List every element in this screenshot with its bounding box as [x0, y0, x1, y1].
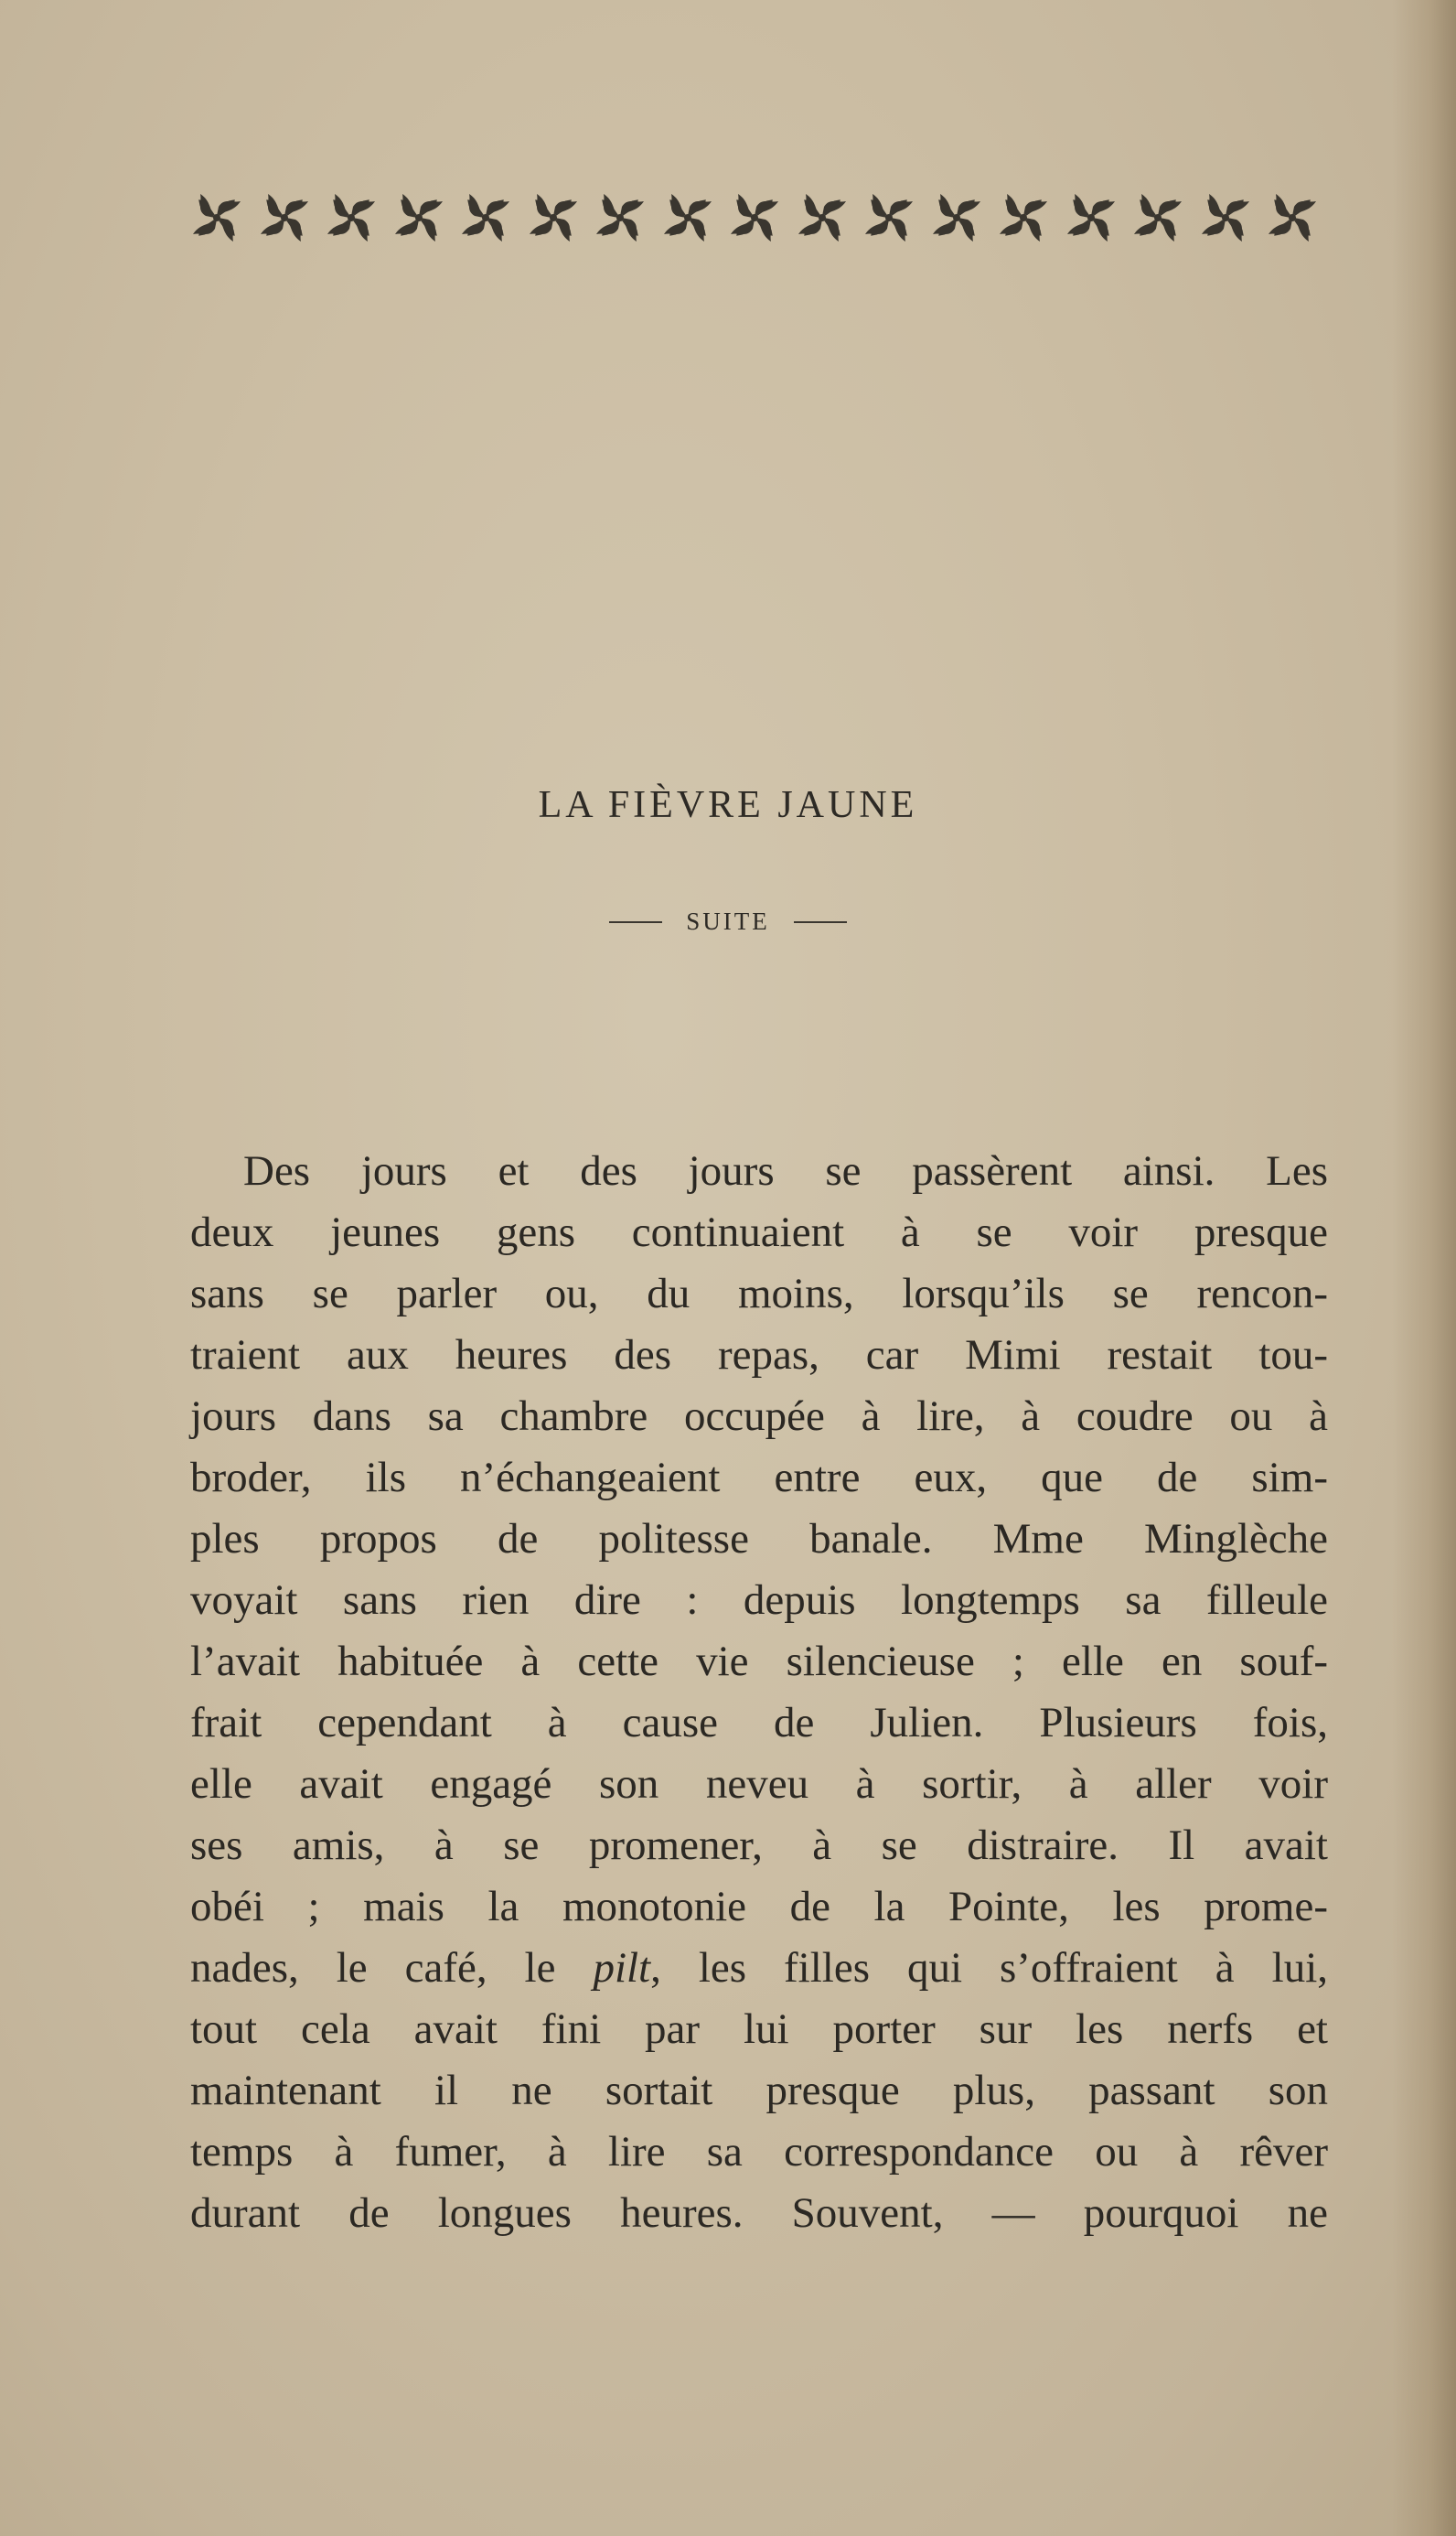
star-flower-ornament-icon: [1129, 188, 1187, 247]
star-flower-ornament-icon: [591, 188, 649, 247]
em-dash-right: [794, 921, 847, 923]
text-line: maintenant il ne sortait presque plus, passant son: [190, 2067, 1328, 2114]
text-line: broder, ils n’échangeaient entre eux, que de sim-: [190, 1454, 1328, 1501]
text-line: voyait sans rien dire : depuis longtemps sa filleule: [190, 1576, 1328, 1624]
text-line: frait cependant à cause de Julien. Plusieurs fois,: [190, 1699, 1328, 1746]
ornament-band: [187, 181, 1322, 254]
text-line: tout cela avait fini par lui porter sur les nerfs et: [190, 2005, 1328, 2053]
chapter-subtitle: SUITE: [686, 908, 770, 935]
star-flower-ornament-icon: [1062, 188, 1120, 247]
star-flower-ornament-icon: [658, 188, 717, 247]
star-flower-ornament-icon: [1263, 188, 1322, 247]
italic-word: pilt: [593, 1944, 651, 1992]
star-flower-ornament-icon: [1196, 188, 1255, 247]
star-flower-ornament-icon: [390, 188, 448, 247]
em-dash-left: [609, 921, 662, 923]
star-flower-ornament-icon: [793, 188, 851, 247]
body-text: [190, 1141, 1328, 2244]
text-line: obéi ; mais la monotonie de la Pointe, les prome-: [190, 1883, 1328, 1930]
star-flower-ornament-icon: [322, 188, 380, 247]
star-flower-ornament-icon: [994, 188, 1053, 247]
text-line: sans se parler ou, du moins, lorsqu’ils se rencon-: [190, 1270, 1328, 1317]
text-line: ples propos de politesse banale. Mme Minglèche: [190, 1515, 1328, 1563]
star-flower-ornament-icon: [860, 188, 918, 247]
star-flower-ornament-icon: [255, 188, 314, 247]
chapter-title: LA FIÈVRE JAUNE: [538, 784, 918, 826]
text-line: deux jeunes gens continuaient à se voir presque: [190, 1209, 1328, 1256]
page-edge-shadow: [1392, 0, 1456, 2536]
text-line: l’avait habituée à cette vie silencieuse ; elle en souf-: [190, 1638, 1328, 1685]
text-line: jours dans sa chambre occupée à lire, à coudre ou à: [190, 1392, 1328, 1440]
text-line: ses amis, à se promener, à se distraire. Il avait: [190, 1821, 1328, 1869]
text-line: durant de longues heures. Souvent, — pourquoi ne: [190, 2189, 1328, 2237]
star-flower-ornament-icon: [456, 188, 515, 247]
star-flower-ornament-icon: [927, 188, 986, 247]
star-flower-ornament-icon: [524, 188, 583, 247]
star-flower-ornament-icon: [187, 188, 246, 247]
text-line: elle avait engagé son neveu à sortir, à aller voir: [190, 1760, 1328, 1808]
text-line: nades, le café, le pilt, les filles qui s’offraient à lui,: [190, 1944, 1328, 1992]
text-line: temps à fumer, à lire sa correspondance ou à rêver: [190, 2128, 1328, 2176]
text-line: traient aux heures des repas, car Mimi restait tou-: [190, 1331, 1328, 1379]
text-line: Des jours et des jours se passèrent ainsi. Les: [243, 1147, 1328, 1195]
star-flower-ornament-icon: [725, 188, 784, 247]
subtitle-row: [0, 908, 1456, 936]
